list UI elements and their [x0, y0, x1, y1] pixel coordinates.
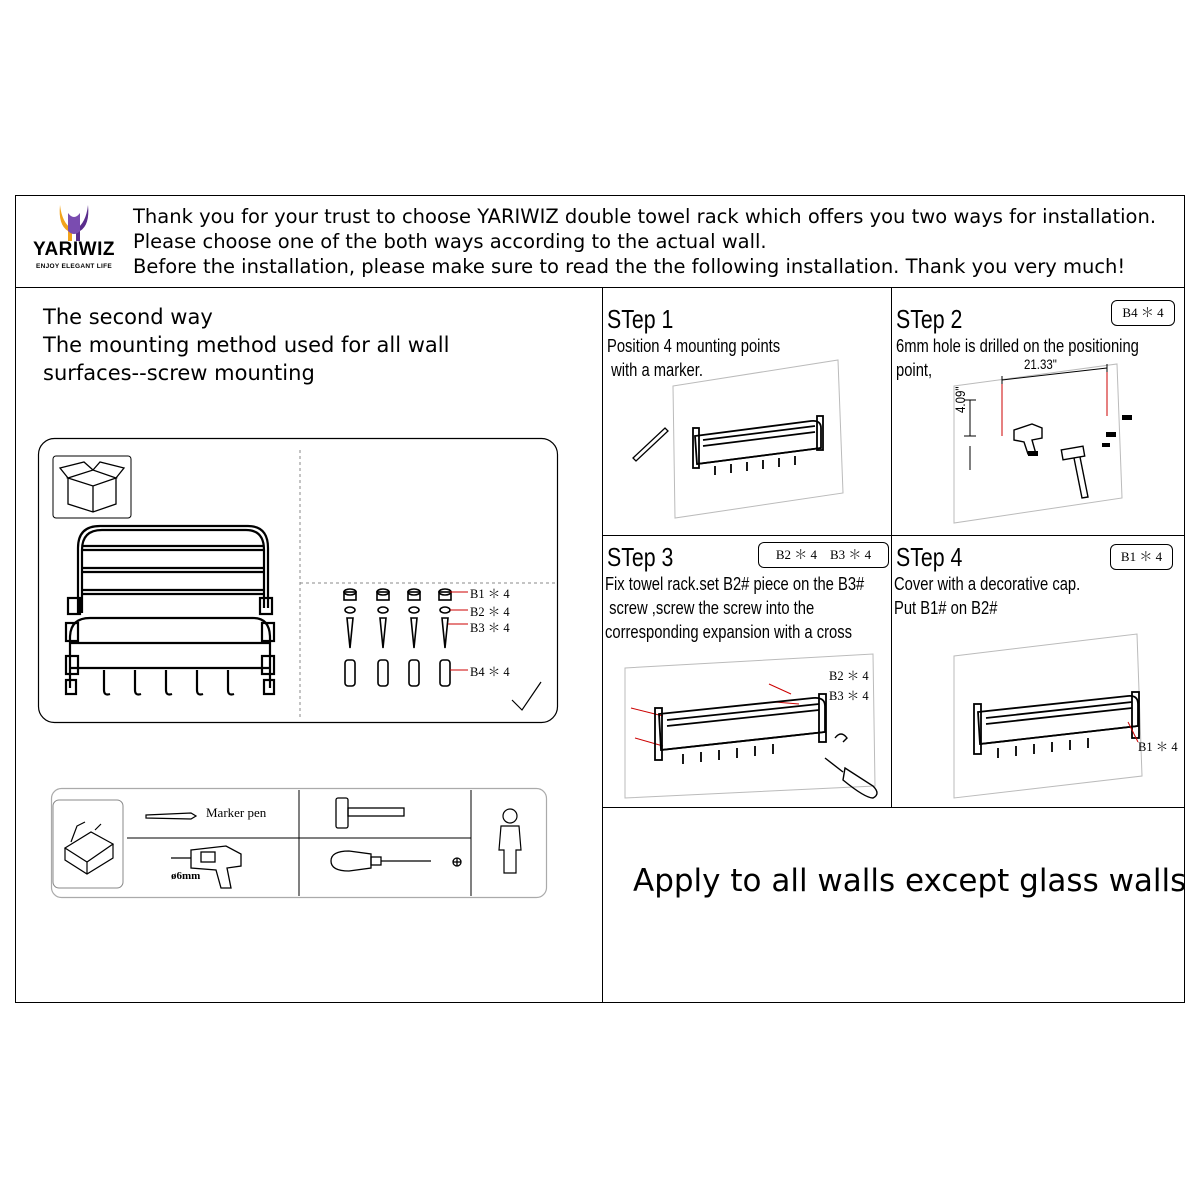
steps-panel	[602, 288, 1187, 1002]
hammer-icon	[336, 798, 404, 828]
wall-anchor-icons	[1028, 415, 1132, 456]
package-contents-illustration	[38, 438, 558, 723]
step-4-line-2: Put B1# on B2#	[894, 598, 998, 618]
step-3-line-1: Fix towel rack.set B2# piece on the B3#	[605, 574, 865, 594]
step-3-callout-b2: B2 ＊ 4	[829, 669, 869, 683]
towel-rack-icon	[974, 692, 1139, 758]
part-b1-label: B1 ＊ 4	[470, 587, 510, 601]
apply-note: Apply to all walls except glass walls	[633, 863, 1187, 899]
step-1-line-1: Position 4 mounting points	[607, 336, 781, 356]
way-line-2: The mounting method used for all wall	[43, 333, 450, 357]
step-2-width-dimension: 21.33"	[1024, 356, 1057, 372]
tools-illustration	[51, 788, 547, 898]
hardware-kit-icon	[344, 589, 541, 710]
intro-text	[133, 204, 1156, 279]
intro-line-2: Please choose one of the both ways according to the actual wall.	[133, 230, 767, 253]
step-2-line-1: 6mm hole is drilled on the positioning	[896, 336, 1139, 356]
brand-name: YARIWIZ	[33, 239, 115, 260]
contents-box	[38, 438, 558, 723]
logo-mark-icon	[24, 201, 124, 241]
step-4-callout-b1: B1 ＊ 4	[1138, 740, 1178, 754]
drill-size-label: ø6mm	[171, 870, 201, 882]
tools-box	[51, 788, 547, 898]
step-4	[892, 536, 1185, 808]
screwdriver-icon	[331, 851, 461, 871]
way-title	[43, 303, 449, 387]
towel-rack-icon	[693, 416, 823, 475]
marker-pen-label: Marker pen	[206, 805, 267, 820]
hammer-icon	[1061, 446, 1088, 498]
step-2	[892, 288, 1185, 536]
instruction-sheet	[15, 195, 1185, 1003]
step-3-line-2: screw ,screw the screw into the	[605, 598, 815, 618]
part-b2-label: B2 ＊ 4	[470, 605, 510, 619]
part-b4-label: B4 ＊ 4	[470, 665, 510, 679]
intro-line-1: Thank you for your trust to choose YARIWIZ double towel rack which offers you two ways for installation.	[133, 205, 1157, 228]
brand-logo	[24, 201, 124, 281]
step-3-badge: B2 ＊ 4 B3 ＊ 4	[758, 542, 889, 568]
step-4-title: STep 4	[896, 542, 963, 572]
step-3-callout-b3: B3 ＊ 4	[829, 689, 869, 703]
checkmark-icon	[512, 682, 541, 710]
step-1	[603, 288, 892, 536]
drill-icon	[1014, 424, 1042, 454]
way-line-1: The second way	[43, 305, 213, 329]
step-1-line-2: with a marker.	[607, 360, 703, 380]
part-b3-label: B3 ＊ 4	[470, 621, 510, 635]
step-4-badge: B1 ＊ 4	[1110, 544, 1173, 570]
header	[16, 196, 1184, 288]
marker-pen-icon	[146, 813, 196, 819]
left-panel	[16, 288, 602, 1002]
marker-icon	[633, 428, 668, 461]
intro-line-3: Before the installation, please make sure to read the the following installation. Thank you very much!	[133, 255, 1126, 278]
way-line-3: surfaces--screw mounting	[43, 361, 315, 385]
package-box-icon	[53, 456, 131, 518]
step-2-badge: B4 ＊ 4	[1111, 300, 1175, 326]
towel-rack-icon	[655, 694, 826, 764]
step-2-illustration	[892, 288, 1185, 536]
towel-rack-icon	[66, 526, 274, 695]
step-2-height-dimension: 4.09"	[952, 386, 968, 413]
rotate-arrow-icon	[835, 734, 847, 742]
step-1-illustration	[603, 288, 892, 536]
step-4-line-1: Cover with a decorative cap.	[894, 574, 1081, 594]
step-3	[603, 536, 892, 808]
step-3-title: STep 3	[607, 542, 674, 572]
step-2-line-2: point,	[896, 360, 933, 380]
step-4-illustration	[892, 536, 1185, 808]
brand-tagline: ENJOY ELEGANT LIFE	[35, 263, 113, 270]
step-3-line-3: corresponding expansion with a cross	[605, 622, 852, 642]
step-2-title: STep 2	[896, 304, 963, 334]
step-1-title: STep 1	[607, 304, 674, 334]
toolkit-icon	[65, 822, 113, 874]
person-icon	[499, 809, 521, 873]
